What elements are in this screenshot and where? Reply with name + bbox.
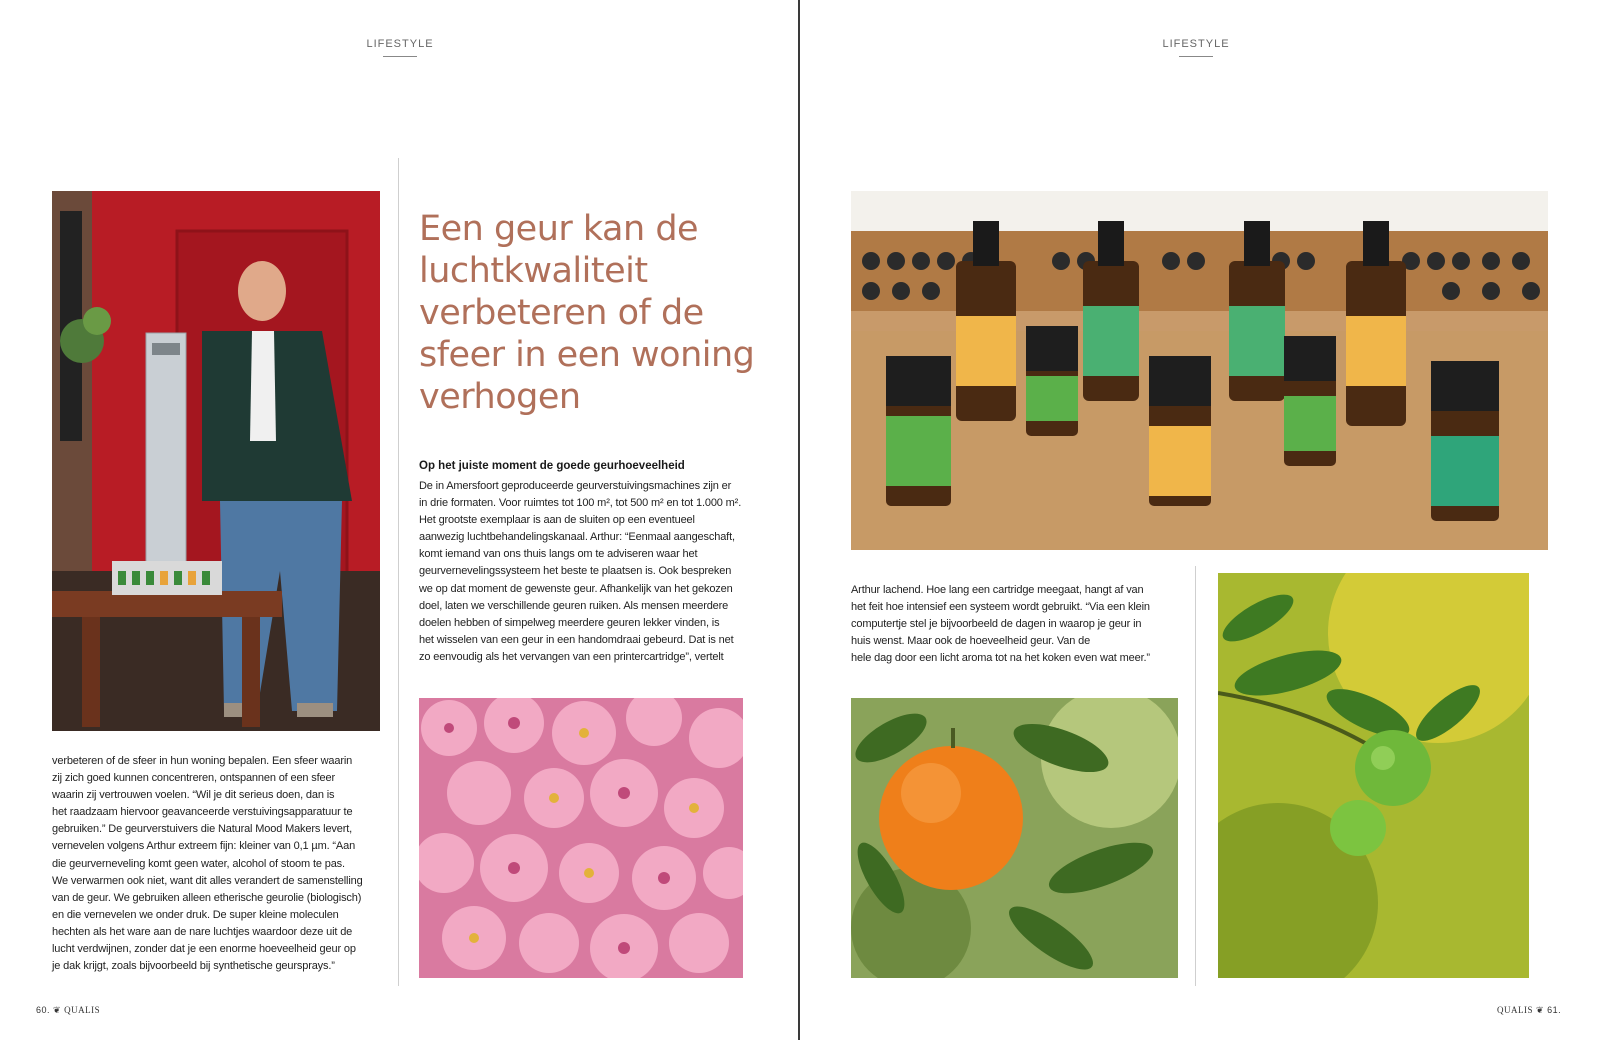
text-line: We verwarmen ook niet, want dit alles verandert de samenstelling — [52, 874, 363, 887]
column-divider — [1195, 566, 1196, 986]
text-line: verbeteren of de sfeer in hun woning bepalen. Een sfeer waarin — [52, 755, 353, 767]
man-with-diffuser-photo — [52, 191, 380, 731]
text-line: komt iemand van ons thuis langs om te adviseren waar het — [419, 548, 698, 561]
text-line: van de geur. We gebruiken alleen etherische geurolie (biologisch) — [52, 891, 362, 904]
body-column-right — [851, 582, 1191, 667]
text-line: het feit hoe intensief een systeem wordt gebruikt. “Via een klein — [851, 601, 1150, 614]
text-line: Het grootste exemplaar is aan de sluiten op een eventueel — [419, 514, 695, 527]
text-line: Arthur lachend. Hoe lang een cartridge meegaat, hangt af van — [851, 584, 1144, 596]
text-line: het raadzaam hiervoor geavanceerde verstuivingsapparatuur te — [52, 806, 353, 819]
text-line: doelen hebben of simpelweg meerdere geuren lekker vinden, is — [419, 616, 720, 629]
text-line: hele dag door een licht aroma tot na het koken even wat meer.” — [851, 652, 1150, 665]
text-line: De in Amersfoort geproduceerde geurverstuivingsmachines zijn er — [419, 480, 732, 492]
right-page — [800, 0, 1597, 1040]
text-line: waarin zij vertrouwen voelen. “Wil je dit serieus doen, dan is — [52, 789, 335, 802]
text-line: het wisselen van een geur in een handomdraai gebeurd. Dat is net — [419, 633, 734, 646]
text-line: hechten als het ware aan de nare luchtjes waardoor deze uit de — [52, 925, 353, 938]
text-line: je dak krijgt, zoals bijvoorbeeld bij synthetische geursprays.” — [52, 960, 335, 973]
section-label: LIFESTYLE — [340, 38, 460, 57]
text-line: gebruiken.” De geurverstuivers die Natural Mood Makers levert, — [52, 823, 353, 836]
text-line: geurvernevelingssysteem het beste te plaatsen is. Ook bespreken — [419, 565, 732, 578]
column-divider — [398, 158, 399, 986]
left-page — [0, 0, 798, 1040]
leaf-icon: ❦ — [53, 1005, 62, 1015]
orange-tree-photo — [851, 698, 1178, 978]
text-line: lucht verdwijnen, zonder dat je een enorme hoeveelheid geur op — [52, 943, 356, 956]
page-number: 61. — [1547, 1005, 1562, 1015]
leaf-icon: ❦ — [1536, 1005, 1545, 1015]
body-column-2 — [419, 478, 759, 666]
text-line: aanwezig luchtbehandelingskanaal. Arthur: “Eenmaal aangeschaft, — [419, 531, 735, 544]
brand-logo: QUALIS — [64, 1005, 101, 1015]
page-footer — [1497, 1005, 1561, 1016]
page-footer — [36, 1005, 100, 1016]
text-line: die geurverneveling komt geen water, alcohol of stoom te pas. — [52, 857, 345, 870]
lime-tree-photo — [1218, 573, 1529, 978]
text-line: computertje stel je bijvoorbeeld de dagen in waarop je geur in — [851, 618, 1142, 631]
text-line: vernevelen volgens Arthur extreem fijn: kleiner van 0,1 µm. “Aan — [52, 840, 356, 853]
subhead: Op het juiste moment de goede geurhoeveelheid — [419, 460, 685, 472]
text-line: huis wenst. Maar ook de hoeveelheid geur. Van de — [851, 635, 1091, 648]
brand-logo: QUALIS — [1497, 1005, 1533, 1015]
text-line: zo eenvoudig als het vervangen van een printercartridge”, vertelt — [419, 650, 724, 663]
page-number: 60. — [36, 1005, 51, 1015]
text-line: zij zich goed kunnen concentreren, ontspannen of een sfeer — [52, 772, 335, 785]
primavera-bottles-photo — [851, 191, 1548, 550]
rose-petals-photo — [419, 698, 743, 978]
section-label: LIFESTYLE — [1136, 38, 1256, 57]
text-line: we op dat moment de gewenste geur. Afhankelijk van het gekozen — [419, 582, 733, 595]
text-line: doel, laten we verschillende geuren ruiken. Als mensen meerdere — [419, 599, 729, 612]
text-line: in drie formaten. Voor ruimtes tot 100 m², tot 500 m² en tot 1.000 m². — [419, 497, 742, 510]
body-column-1 — [52, 753, 392, 975]
article-headline: Een geur kan de luchtkwaliteit verbeteren of de sfeer in een woning verhogen — [419, 209, 755, 417]
text-line: en die vernevelen we onder druk. De super kleine moleculen — [52, 908, 339, 921]
